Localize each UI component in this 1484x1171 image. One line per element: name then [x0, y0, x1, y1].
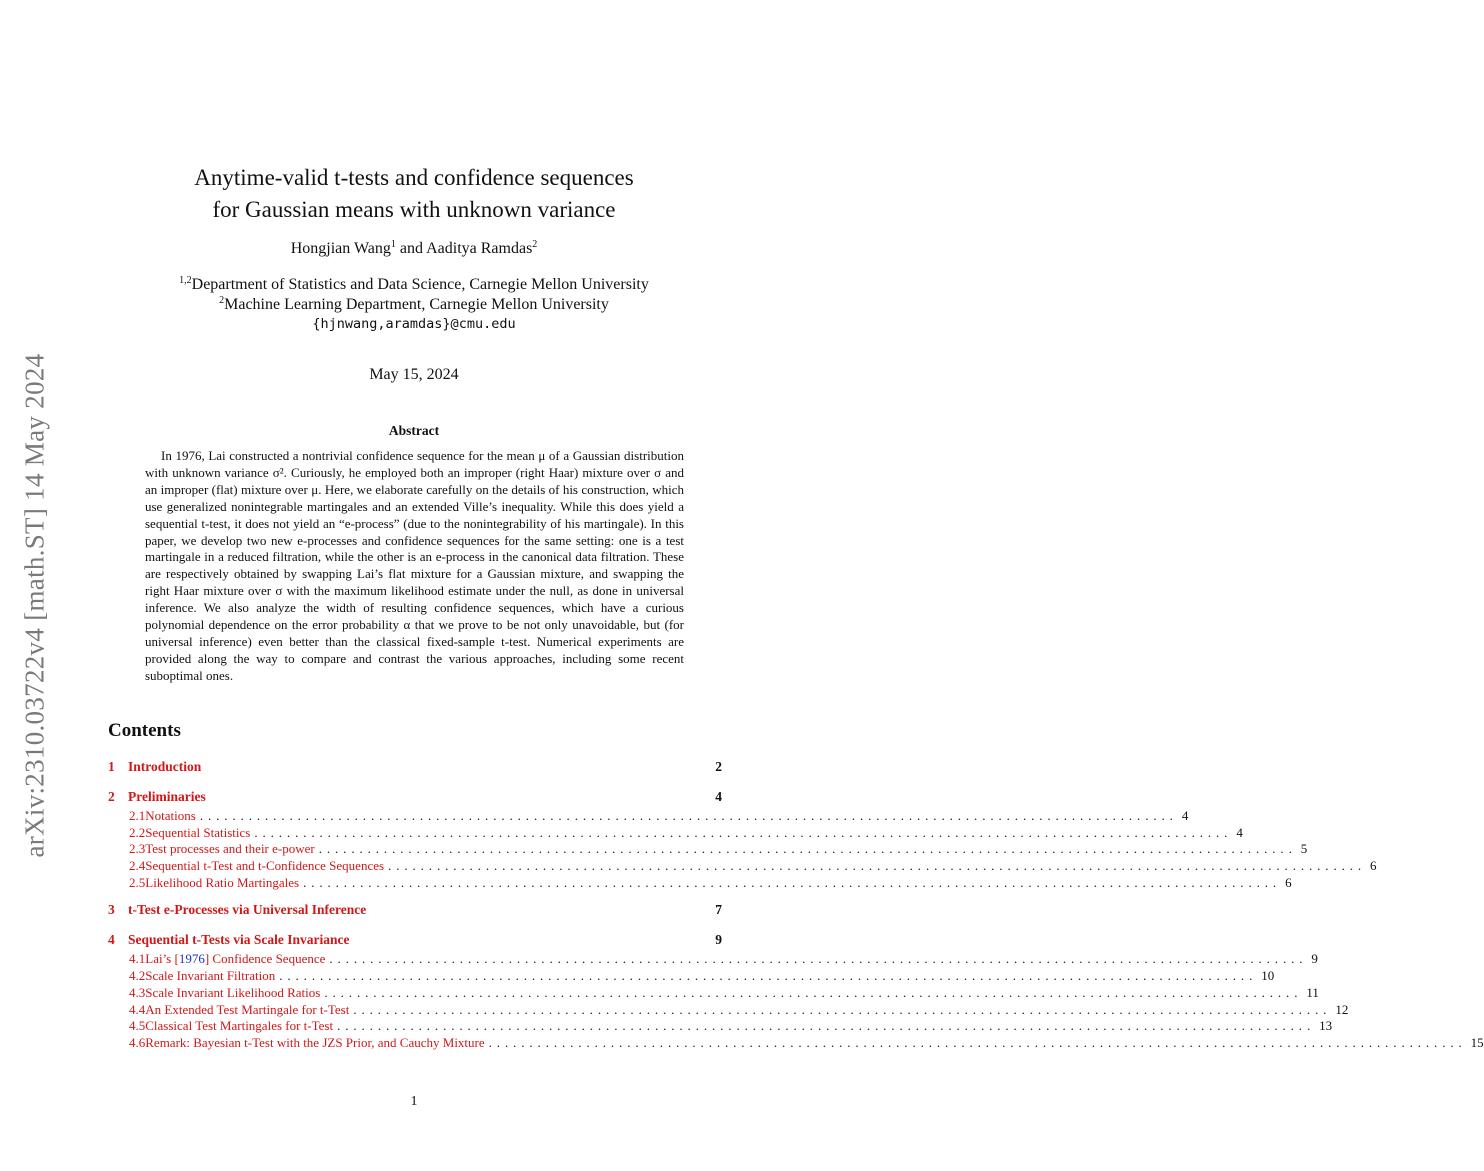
date: May 15, 2024 — [369, 366, 459, 383]
toc-subsection-2-5[interactable]: 2.5 Likelihood Ratio Martingales ........................................................................................................................ 6 — [129, 874, 1292, 890]
author-1-affil: 1 — [390, 239, 396, 250]
affil-1-sup: 1,2 — [179, 275, 192, 286]
paper-title — [0, 162, 828, 226]
toc-label: Test processes and their e-power — [145, 841, 315, 857]
table-of-contents — [108, 756, 1484, 1052]
toc-subsection-4-2[interactable]: 4.2 Scale Invariant Filtration ........................................................................................................................ 10 — [129, 968, 1275, 984]
toc-page: 6 — [1370, 858, 1377, 874]
author-1: Hongjian Wang — [290, 240, 391, 257]
toc-subsection-4-4[interactable]: 4.4 An Extended Test Martingale for t-Test ........................................................................................................................ 12 — [129, 1001, 1349, 1017]
toc-label: An Extended Test Martingale for t-Test — [145, 1001, 350, 1017]
toc-label: Remark: Bayesian t-Test with the JZS Prior, and Cauchy Mixture — [145, 1034, 485, 1050]
toc-leader: ........................................................................................................................ — [318, 841, 1297, 857]
toc-label: Lai’s [1976] Confidence Sequence — [145, 951, 326, 967]
toc-page: 13 — [1319, 1018, 1333, 1034]
citation-link[interactable]: 1976 — [178, 951, 205, 967]
toc-section-3[interactable]: 3 t-Test e-Processes via Universal Inference 7 — [108, 899, 722, 921]
authors — [0, 240, 828, 258]
toc-leader: ........................................................................................................................ — [353, 1001, 1332, 1017]
toc-section-1[interactable]: 1 Introduction 2 — [108, 756, 722, 778]
affil-2-sup: 2 — [219, 295, 225, 306]
toc-page: 4 — [715, 789, 722, 804]
toc-leader: ........................................................................................................................ — [337, 1018, 1316, 1034]
toc-label: Scale Invariant Filtration — [145, 968, 276, 984]
title-line-2: for Gaussian means with unknown variance — [212, 197, 616, 222]
title-line-1: Anytime-valid t-tests and confidence sequences — [194, 165, 634, 190]
toc-label: Introduction — [128, 759, 202, 774]
toc-subsection-2-1[interactable]: 2.1 Notations ........................................................................................................................ 4 — [129, 808, 1189, 823]
toc-leader: ........................................................................................................................ — [199, 808, 1178, 823]
toc-leader: ........................................................................................................................ — [329, 951, 1308, 967]
toc-label: Sequential Statistics — [145, 824, 251, 840]
toc-leader: ........................................................................................................................ — [303, 874, 1282, 890]
arxiv-stamp: arXiv:2310.03722v4 [math.ST] 14 May 2024 — [19, 353, 50, 857]
toc-subsection-2-4[interactable]: 2.4 Sequential t-Test and t-Confidence Sequences ........................................................................................................................ 6 — [129, 858, 1377, 874]
toc-subsection-2-2[interactable]: 2.2 Sequential Statistics ........................................................................................................................ 4 — [129, 824, 1243, 840]
affiliations — [0, 275, 828, 315]
toc-subsection-4-3[interactable]: 4.3 Scale Invariant Likelihood Ratios ........................................................................................................................ 11 — [129, 984, 1319, 1000]
toc-page: 7 — [715, 902, 722, 918]
toc-label: Scale Invariant Likelihood Ratios — [145, 984, 321, 1000]
toc-section-2[interactable]: 2 Preliminaries 4 — [108, 786, 722, 808]
page-number: 1 — [410, 1094, 418, 1109]
toc-page: 9 — [1311, 951, 1318, 967]
toc-page: 4 — [1236, 824, 1243, 840]
toc-leader: ........................................................................................................................ — [279, 968, 1258, 984]
abstract-text: In 1976, Lai constructed a nontrivial confidence sequence for the mean μ of a Gaussian distribution with unknown variance σ². Curiously, he employed both an improper (right Haar) mixture over σ and an improper (flat) mixture over μ. Here, we elaborate carefully on the details of his construction, which use generalized nonintegrable martingales and an extended Ville’s inequality. While this does yield a sequential t-test, it does not yield an “e-process” (due to the nonintegrability of his martingale). In this paper, we develop two new e-processes and confidence sequences for the same setting: one is a test martingale in a reduced filtration, while the other is an e-process in the canonical data filtration. These are respectively obtained by swapping Lai’s flat mixture for a Gaussian mixture, and swapping the right Haar mixture over σ with the maximum likelihood estimate under the null, as done in universal inference. We also analyze the width of resulting confidence sequences, which have a curious polynomial dependence on the error probability α that we prove to be not only unavoidable, but (for universal inference) even better than the classical fixed-sample t-test. Numerical experiments are provided along the way to compare and contrast the various approaches, including some recent suboptimal ones. — [145, 448, 684, 683]
toc-label: Sequential t-Test and t-Confidence Sequences — [145, 858, 385, 874]
toc-subsection-4-5[interactable]: 4.5 Classical Test Martingales for t-Test ........................................................................................................................ 13 — [129, 1018, 1333, 1034]
toc-page: 2 — [715, 759, 722, 774]
author-2: Aaditya Ramdas — [426, 240, 533, 257]
toc-label: Likelihood Ratio Martingales — [145, 874, 300, 890]
toc-label: Notations — [145, 808, 196, 823]
toc-page: 9 — [715, 932, 722, 948]
toc-section-4[interactable]: 4 Sequential t-Tests via Scale Invariance 9 — [108, 929, 722, 951]
toc-label: t-Test e-Processes via Universal Inference — [128, 902, 367, 918]
toc-label: Preliminaries — [128, 789, 206, 804]
author-2-affil: 2 — [532, 239, 538, 250]
toc-label: Classical Test Martingales for t-Test — [145, 1018, 334, 1034]
toc-page: 4 — [1181, 808, 1189, 823]
contents-heading: Contents — [108, 720, 181, 741]
toc-subsection-4-1[interactable]: 4.1 Lai’s [1976] Confidence Sequence ........................................................................................................................ 9 — [129, 951, 1318, 967]
toc-page: 10 — [1261, 968, 1275, 984]
toc-subsection-4-6[interactable]: 4.6 Remark: Bayesian t-Test with the JZS Prior, and Cauchy Mixture ........................................................................................................................ 15 — [129, 1034, 1484, 1050]
toc-subsection-2-3[interactable]: 2.3 Test processes and their e-power ........................................................................................................................ 5 — [129, 841, 1308, 857]
affil-1: Department of Statistics and Data Science, Carnegie Mellon University — [191, 276, 649, 293]
affil-2: Machine Learning Department, Carnegie Mellon University — [224, 296, 609, 313]
toc-page: 15 — [1470, 1034, 1484, 1050]
abstract-heading: Abstract — [388, 423, 440, 438]
toc-page: 5 — [1300, 841, 1308, 857]
author-and: and — [395, 240, 427, 257]
toc-page: 11 — [1306, 984, 1319, 1000]
toc-label: Sequential t-Tests via Scale Invariance — [128, 932, 350, 948]
email[interactable]: {hjnwang,aramdas}@cmu.edu — [312, 316, 516, 332]
toc-leader: ........................................................................................................................ — [324, 984, 1303, 1000]
toc-page: 12 — [1335, 1001, 1349, 1017]
toc-leader: ........................................................................................................................ — [254, 824, 1233, 840]
toc-leader: ........................................................................................................................ — [488, 1034, 1467, 1050]
toc-leader: ........................................................................................................................ — [388, 858, 1367, 874]
toc-page: 6 — [1285, 874, 1292, 890]
